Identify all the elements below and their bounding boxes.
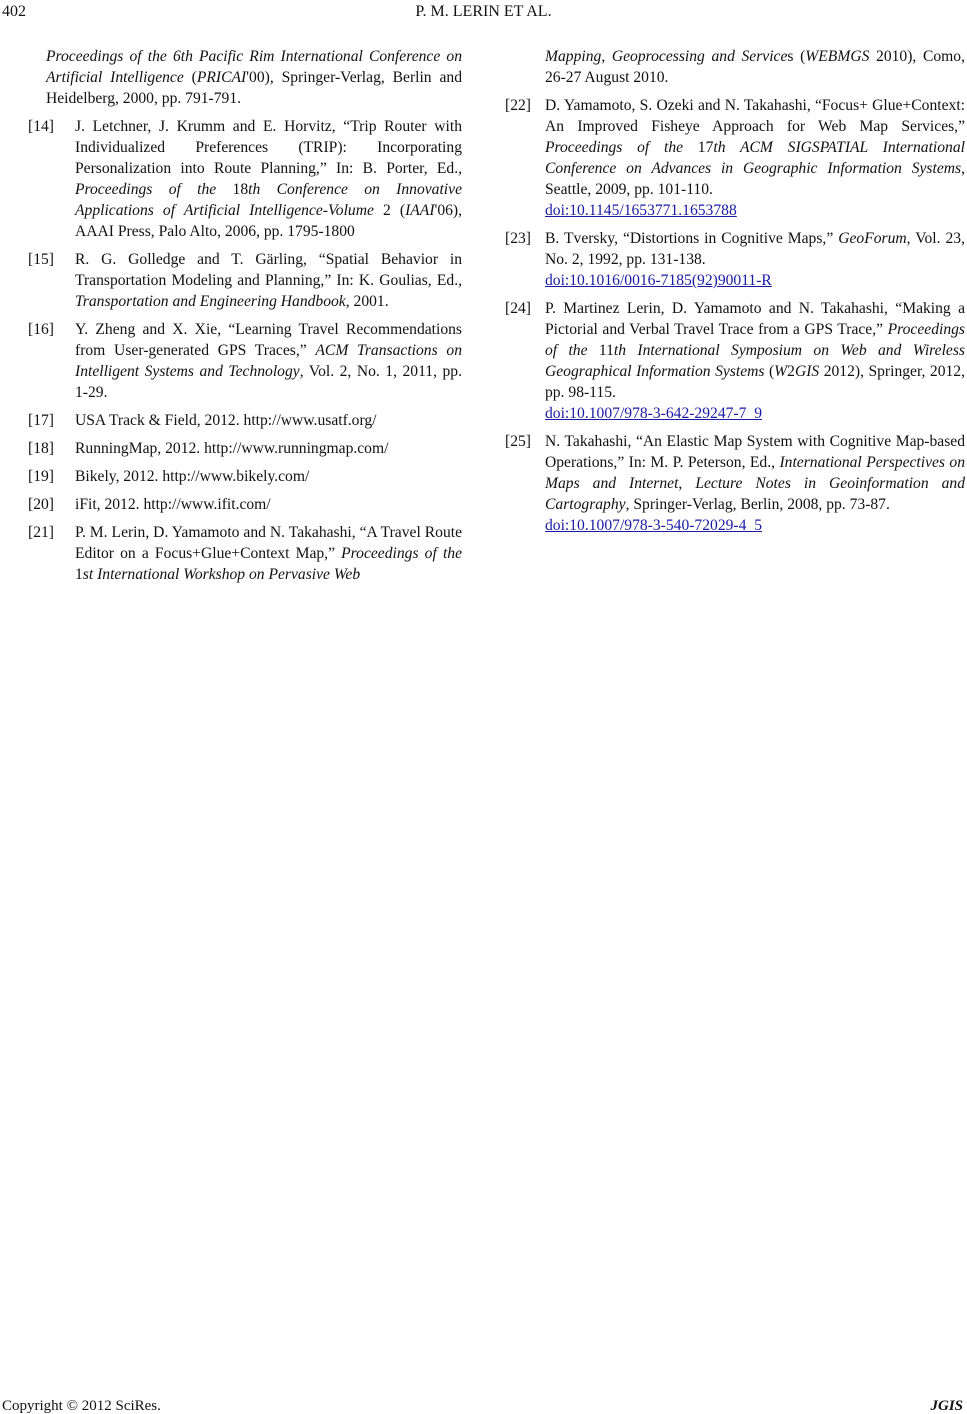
reference-continuation [545, 46, 965, 88]
right-column [505, 46, 965, 543]
reference-text [545, 298, 965, 424]
text-segment: , Vol. 23, No. 2, 1992, pp. 131-138. [545, 230, 966, 268]
text-segment: J. Letchner, J. Krumm and E. Horvitz, “Trip Router with Individualized Preferences (TRIP): Incorporating Personalization into Route Planning,” In: B. Porter, Ed., [75, 118, 462, 177]
reference-text [75, 466, 462, 487]
text-segment: , Springer-Verlag, Berlin, 2008, pp. 73-87. [625, 496, 890, 513]
text-segment: 2012), Springer, 2012, pp. 98-115. [545, 363, 966, 401]
text-segment: '06), AAAI Press, Palo Alto, 2006, pp. 1795-1800 [75, 202, 463, 240]
reference-number: [23] [505, 230, 531, 247]
italic-text: PRICAI [196, 69, 247, 86]
italic-text: th Conference on Innovative Applications of Artificial Intelligence-Volume [75, 181, 462, 219]
italic-text: ACM Transactions on Intelligent Systems and Technology [75, 342, 462, 380]
reference-item [28, 438, 462, 459]
italic-text: GeoForum [838, 230, 907, 247]
italic-text: Proceedings of the [545, 321, 965, 359]
reference-item [28, 249, 462, 312]
doi-link[interactable]: doi:10.1016/0016-7185(92)90011-R [545, 272, 772, 289]
reference-text [545, 228, 965, 291]
italic-text: International Perspectives on Maps and Internet [545, 454, 966, 492]
reference-number: [15] [28, 251, 54, 268]
reference-item [28, 522, 462, 585]
journal-name: JGIS [930, 1398, 963, 1414]
left-column [28, 46, 462, 592]
text-segment: , Seattle, 2009, pp. 101-110. [545, 160, 965, 198]
reference-item [505, 298, 965, 424]
reference-text [75, 494, 462, 515]
doi-link[interactable]: doi:10.1145/1653771.1653788 [545, 202, 737, 219]
text-segment: 17 [683, 139, 714, 156]
italic-text: th ACM SIGSPATIAL International Conference on Advances in Geographic Information Systems [545, 139, 965, 177]
italic-text: Proceedings of the [341, 545, 462, 562]
italic-text: Geoprocessing and Service [611, 48, 788, 65]
reference-number: [25] [505, 433, 531, 450]
reference-text [75, 522, 462, 585]
text-segment: RunningMap, 2012. http://www.runningmap.com/ [75, 440, 389, 457]
copyright-notice: Copyright © 2012 SciRes. [2, 1398, 161, 1414]
text-segment: '00), Springer-Verlag, Berlin and Heidelberg, 2000, pp. 791-791. [46, 69, 462, 107]
text-segment: 11 [587, 342, 614, 359]
text-segment: 2010), Como, 26-27 August 2010. [545, 48, 965, 86]
italic-text: Proceedings of the [545, 139, 684, 156]
reference-item [28, 494, 462, 515]
reference-number: [18] [28, 440, 54, 457]
reference-item [505, 228, 965, 291]
reference-item [505, 431, 965, 536]
reference-item [28, 466, 462, 487]
reference-text [545, 431, 965, 536]
italic-text: Lecture Notes in Geoinformation and Cartography [545, 475, 966, 513]
text-segment: 2 ( [373, 202, 406, 219]
text-segment: B. Tversky, “Distortions in Cognitive Maps,” [545, 230, 839, 247]
reference-number: [19] [28, 468, 54, 485]
text-segment: , 2001. [345, 293, 389, 310]
text-segment: R. G. Golledge and T. Gärling, “Spatial Behavior in Transportation Modeling and Planning,” In: K. Goulias, Ed., [75, 251, 462, 289]
reference-item [505, 95, 965, 221]
running-head: P. M. LERIN ET AL. [415, 3, 552, 20]
reference-text [75, 438, 462, 459]
italic-text: th International Symposium on Web and Wireless Geographical Information Systems [545, 342, 965, 380]
text-segment: , [678, 475, 696, 492]
text-segment: 1 [75, 566, 83, 583]
doi-link[interactable]: doi:10.1007/978-3-540-72029-4_5 [545, 517, 762, 534]
reference-text [75, 410, 462, 431]
text-segment: ( [764, 363, 775, 380]
reference-text [75, 249, 462, 312]
italic-text: Proceedings of the 6th Pacific Rim International Conference on Artificial Intelligence [46, 48, 462, 86]
text-segment: s ( [787, 48, 806, 65]
italic-text: GIS [794, 363, 820, 380]
reference-number: [14] [28, 118, 54, 135]
text-segment: Y. Zheng and X. Xie, “Learning Travel Recommendations from User-generated GPS Traces,” [75, 321, 462, 359]
text-segment: 2 [787, 363, 795, 380]
doi-link[interactable]: doi:10.1007/978-3-642-29247-7_9 [545, 405, 762, 422]
italic-text: IAAI [405, 202, 435, 219]
text-segment: P. Martinez Lerin, D. Yamamoto and N. Takahashi, “Making a Pictorial and Verbal Travel Trace from a GPS Trace,” [545, 300, 965, 338]
reference-item [28, 116, 462, 242]
text-segment: P. M. Lerin, D. Yamamoto and N. Takahashi, “A Travel Route Editor on a Focus+Glue+Context Map,” [75, 524, 462, 562]
reference-text [75, 116, 462, 242]
reference-number: [22] [505, 97, 531, 114]
reference-item [28, 319, 462, 403]
italic-text: Proceedings of the [75, 181, 217, 198]
text-segment: N. Takahashi, “An Elastic Map System with Cognitive Map-based Operations,” In: M. P. Peterson, Ed., [545, 433, 965, 471]
reference-text [545, 95, 965, 221]
text-segment: iFit, 2012. http://www.ifit.com/ [75, 496, 271, 513]
page-number: 402 [2, 3, 26, 20]
italic-text: Transportation and Engineering Handbook [75, 293, 346, 310]
italic-text: W [774, 363, 788, 380]
reference-continuation [46, 46, 462, 109]
text-segment: ( [183, 69, 197, 86]
text-segment: Bikely, 2012. http://www.bikely.com/ [75, 468, 310, 485]
italic-text: Mapping [545, 48, 602, 65]
italic-text: WEBMGS [805, 48, 870, 65]
text-segment: D. Yamamoto, S. Ozeki and N. Takahashi, “Focus+ Glue+Context: An Improved Fisheye Approach for Web Map Services,” [545, 97, 965, 135]
reference-number: [17] [28, 412, 54, 429]
reference-text [75, 319, 462, 403]
text-segment: , Vol. 2, No. 1, 2011, pp. 1-29. [75, 363, 462, 401]
reference-number: [16] [28, 321, 54, 338]
reference-item [28, 410, 462, 431]
reference-number: [24] [505, 300, 531, 317]
text-segment: , [601, 48, 612, 65]
text-segment: USA Track & Field, 2012. http://www.usatf.org/ [75, 412, 377, 429]
reference-number: [21] [28, 524, 54, 541]
italic-text: st International Workshop on Pervasive Web [82, 566, 361, 583]
text-segment: 18 [216, 181, 249, 198]
reference-number: [20] [28, 496, 54, 513]
